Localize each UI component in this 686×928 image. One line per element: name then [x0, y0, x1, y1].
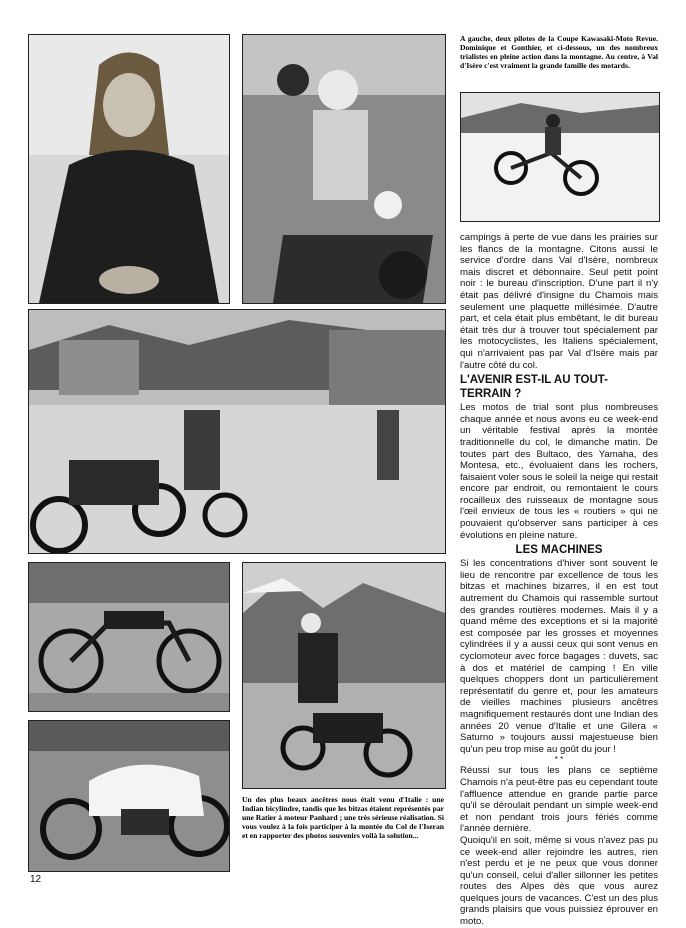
photo-riders-helmets: [242, 34, 446, 304]
photo-indian-motorcycle: [28, 562, 230, 712]
caption-bottom-left: Un des plus beaux ancêtres nous était venu d'Italie : une Indian bicylindre, tandis que les bitzas étaient représentés par une Ratier à moteur Panhard ; une très sérieuse réalisation. Si vous voulez à la fois participer à la montée du Col de l'Iseran et en rapporter des photos souvenirs voilà la solution...: [242, 795, 444, 840]
article-para-reussi: Réussi sur tous les plans ce septième Chamois n'a peut-être pas eu cependant toute l'affluence attendue en grande partie parce qu'il se déroulait pendant un simple week-end et non pendant trois jours fériés comme l'année dernière.: [460, 765, 658, 835]
heading-tout-terrain: L'AVENIR EST-IL AU TOUT-TERRAIN ?: [460, 374, 608, 401]
article-column: [460, 232, 658, 928]
photo-val-disere-street: [28, 309, 446, 554]
article-para-conclusion: Quoiqu'il en soit, même si vous n'avez pas pu ce week-end aller rejoindre les autres, rien n'est perdu et je ne peux que vous donner qu'un conseil, celui d'aller sillonner les petites routes des Alpes dès que vous aurez quelques jours de vacances. C'est un des plus grands plaisirs que vous puissiez éprouver en moto.: [460, 834, 658, 928]
section-stars: * *: [554, 755, 564, 765]
photo-ratier-motorcycle: [28, 720, 230, 872]
article-para-trial: Les motos de trial sont plus nombreuses chaque année et nous avons eu ce week-end un véritable festival après la montée traditionnelle du col, le dimanche matin. De toutes part des Bultaco, des Yamaha, des Montesa, etc., évoluaient dans les rochers, faisaient voler sous le soleil la neige qui restait encore par endroit, ou remontaient le cours rocailleux des ruisseaux de montagne sous l'œil envieux de tous les « routiers » qui ne pouvaient qu'observer sans participer à ces évolutions en pleine nature.: [460, 402, 658, 541]
caption-top-right: A gauche, deux pilotes de la Coupe Kawasaki-Moto Revue. Dominique et Gonthier, et ci-dessous, un des nombreux trialistes en pleine action dans la montagne. Au centre, à Val d'Isère c'est vraiment la grande famille des motards.: [460, 34, 658, 70]
page-number: 12: [30, 874, 42, 885]
article-para-machines: Si les concentrations d'hiver sont souvent le lieu de rencontre par excellence de tous les bitzas et machines bizarres, il en est tout autrement du Chamois qui rassemble surtout des grandes routières modernes. Mais il y a quand même des exceptions et si la majorité est composée par les grosses et moyennes cylindrées il y a aussi ceux qui sont venus en cyclomoteur avec force bagages : duvets, sac à dos et matériel de camping ! En ville quelques choppers dont un particulièrement représentatif du genre et, pour les amateurs de vieilles machines plusieurs ancêtres magnifiquement restaurés dont une Indian des années 20 venue d'Italie et une Gilera « Saturno » toujours aussi majestueuse bien qu'un peu trop mise au goût du jour !: [460, 558, 658, 755]
article-intro: campings à perte de vue dans les prairies sur les flancs de la montagne. Citons aussi le service d'ordre dans Val d'Isère, nombreux mais discret et débonnaire. Seul petit point noir : le bureau d'inscription. D'une part il n'y était pas délivré d'insigne du Chamois mais seulement une plaquette millésimée. D'autre part, et cela était plus embêtant, le dit bureau était très dur à trouver tout spécialement par les motocyclistes, les Italiens spécialement, qui n'arrivaient pas par Val d'Isère mais par l'autre côté du col.: [460, 232, 658, 371]
photo-woman-smiling: [28, 34, 230, 304]
heading-les-machines: LES MACHINES: [515, 544, 603, 557]
photo-col-iseran-riders: [242, 562, 446, 789]
photo-trialist-snow: [460, 92, 660, 222]
